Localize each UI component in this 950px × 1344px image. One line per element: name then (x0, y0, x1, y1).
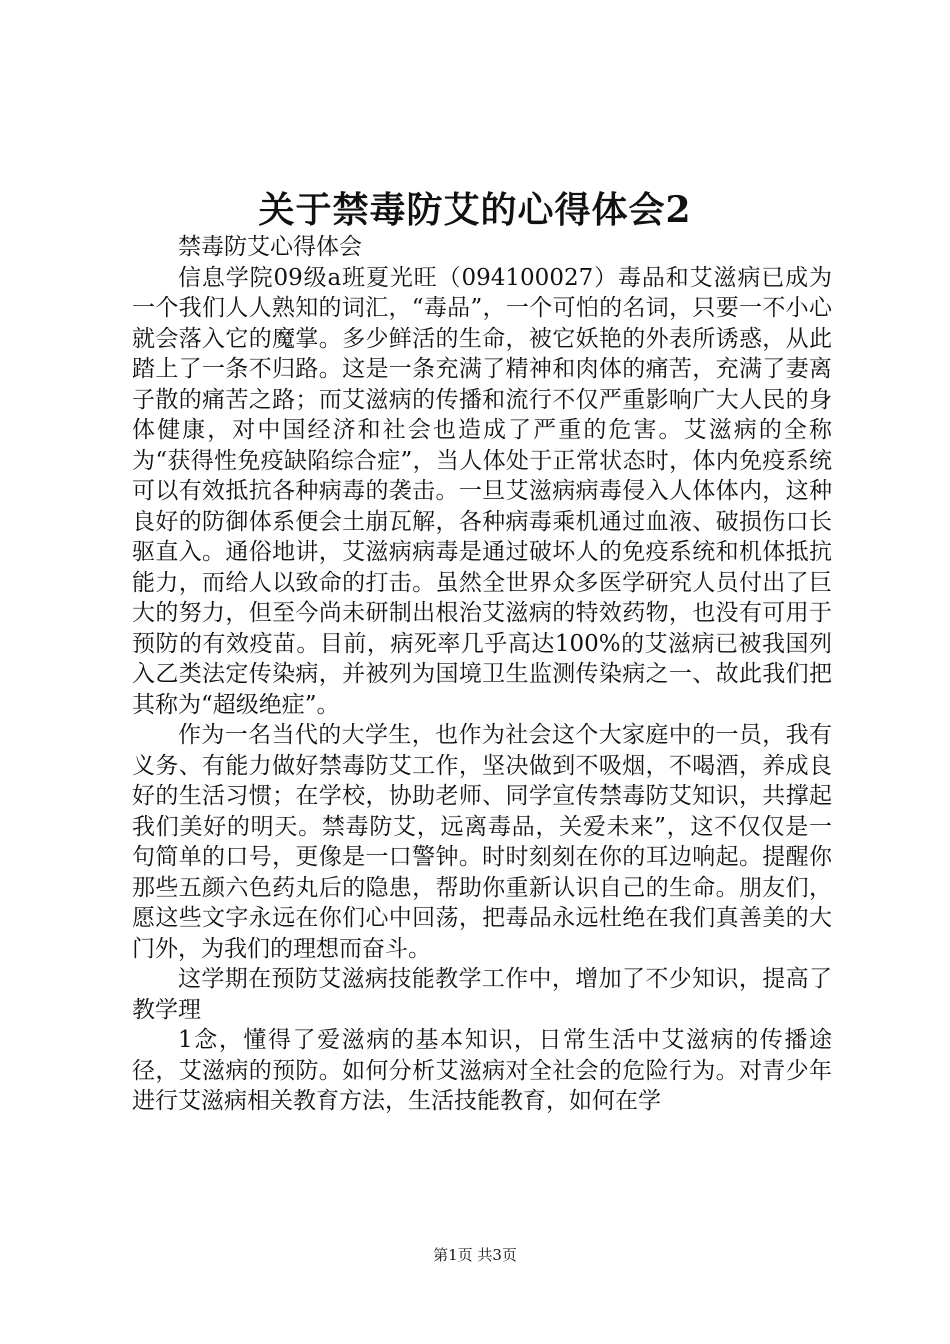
paragraph: 信息学院09级a班夏光旺（094100027）毒品和艾滋病已成为一个我们人人熟知的词汇，“毒品”，一个可怕的名词，只要一不小心就会落入它的魔掌。多少鲜活的生命，被它妖艳的外表所诱惑，从此踏上了一条不归路。这是一条充满了精神和肉体的痛苦，充满了妻离子散的痛苦之路；而艾滋病的传播和流行不仅严重影响广大人民的身体健康，对中国经济和社会也造成了严重的危害。艾滋病的全称为“获得性免疫缺陷综合症”，当人体处于正常状态时，体内免疫系统可以有效抵抗各种病毒的袭击。一旦艾滋病病毒侵入人体体内，这种良好的防御体系便会土崩瓦解，各种病毒乘机通过血液、破损伤口长驱直入。通俗地讲，艾滋病病毒是通过破坏人的免疫系统和机体抵抗能力，而给人以致命的打击。虽然全世界众多医学研究人员付出了巨大的努力，但至今尚未研制出根治艾滋病的特效药物，也没有可用于预防的有效疫苗。目前，病死率几乎高达100%的艾滋病已被我国列入乙类法定传染病，并被列为国境卫生监测传染病之一、故此我们把其称为“超级绝症”。 (132, 264, 832, 718)
document-body (132, 232, 832, 1117)
paragraph: 作为一名当代的大学生，也作为社会这个大家庭中的一员，我有义务、有能力做好禁毒防艾工作，坚决做到不吸烟，不喝酒，养成良好的生活习惯；在学校，协助老师、同学宣传禁毒防艾知识，共撑起我们美好的明天。禁毒防艾，远离毒品，关爱未来”，这不仅仅是一句简单的口号，更像是一口警钟。时时刻刻在你的耳边响起。提醒你那些五颜六色药丸后的隐患，帮助你重新认识自己的生命。朋友们，愿这些文字永远在你们心中回荡，把毒品永远杜绝在我们真善美的大门外，为我们的理想而奋斗。 (132, 722, 832, 962)
paragraph: 1念，懂得了爱滋病的基本知识，日常生活中艾滋病的传播途径，艾滋病的预防。如何分析艾滋病对全社会的危险行为。对青少年进行艾滋病相关教育方法，生活技能教育，如何在学 (132, 1027, 832, 1114)
paragraph-subtitle: 禁毒防艾心得体会 (178, 234, 362, 260)
document-title: 关于禁毒防艾的心得体会2 (258, 189, 692, 231)
page-number-footer: 第1页 共3页 (433, 1246, 517, 1264)
paragraph: 这学期在预防艾滋病技能教学工作中，增加了不少知识，提高了教学理 (132, 966, 832, 1023)
